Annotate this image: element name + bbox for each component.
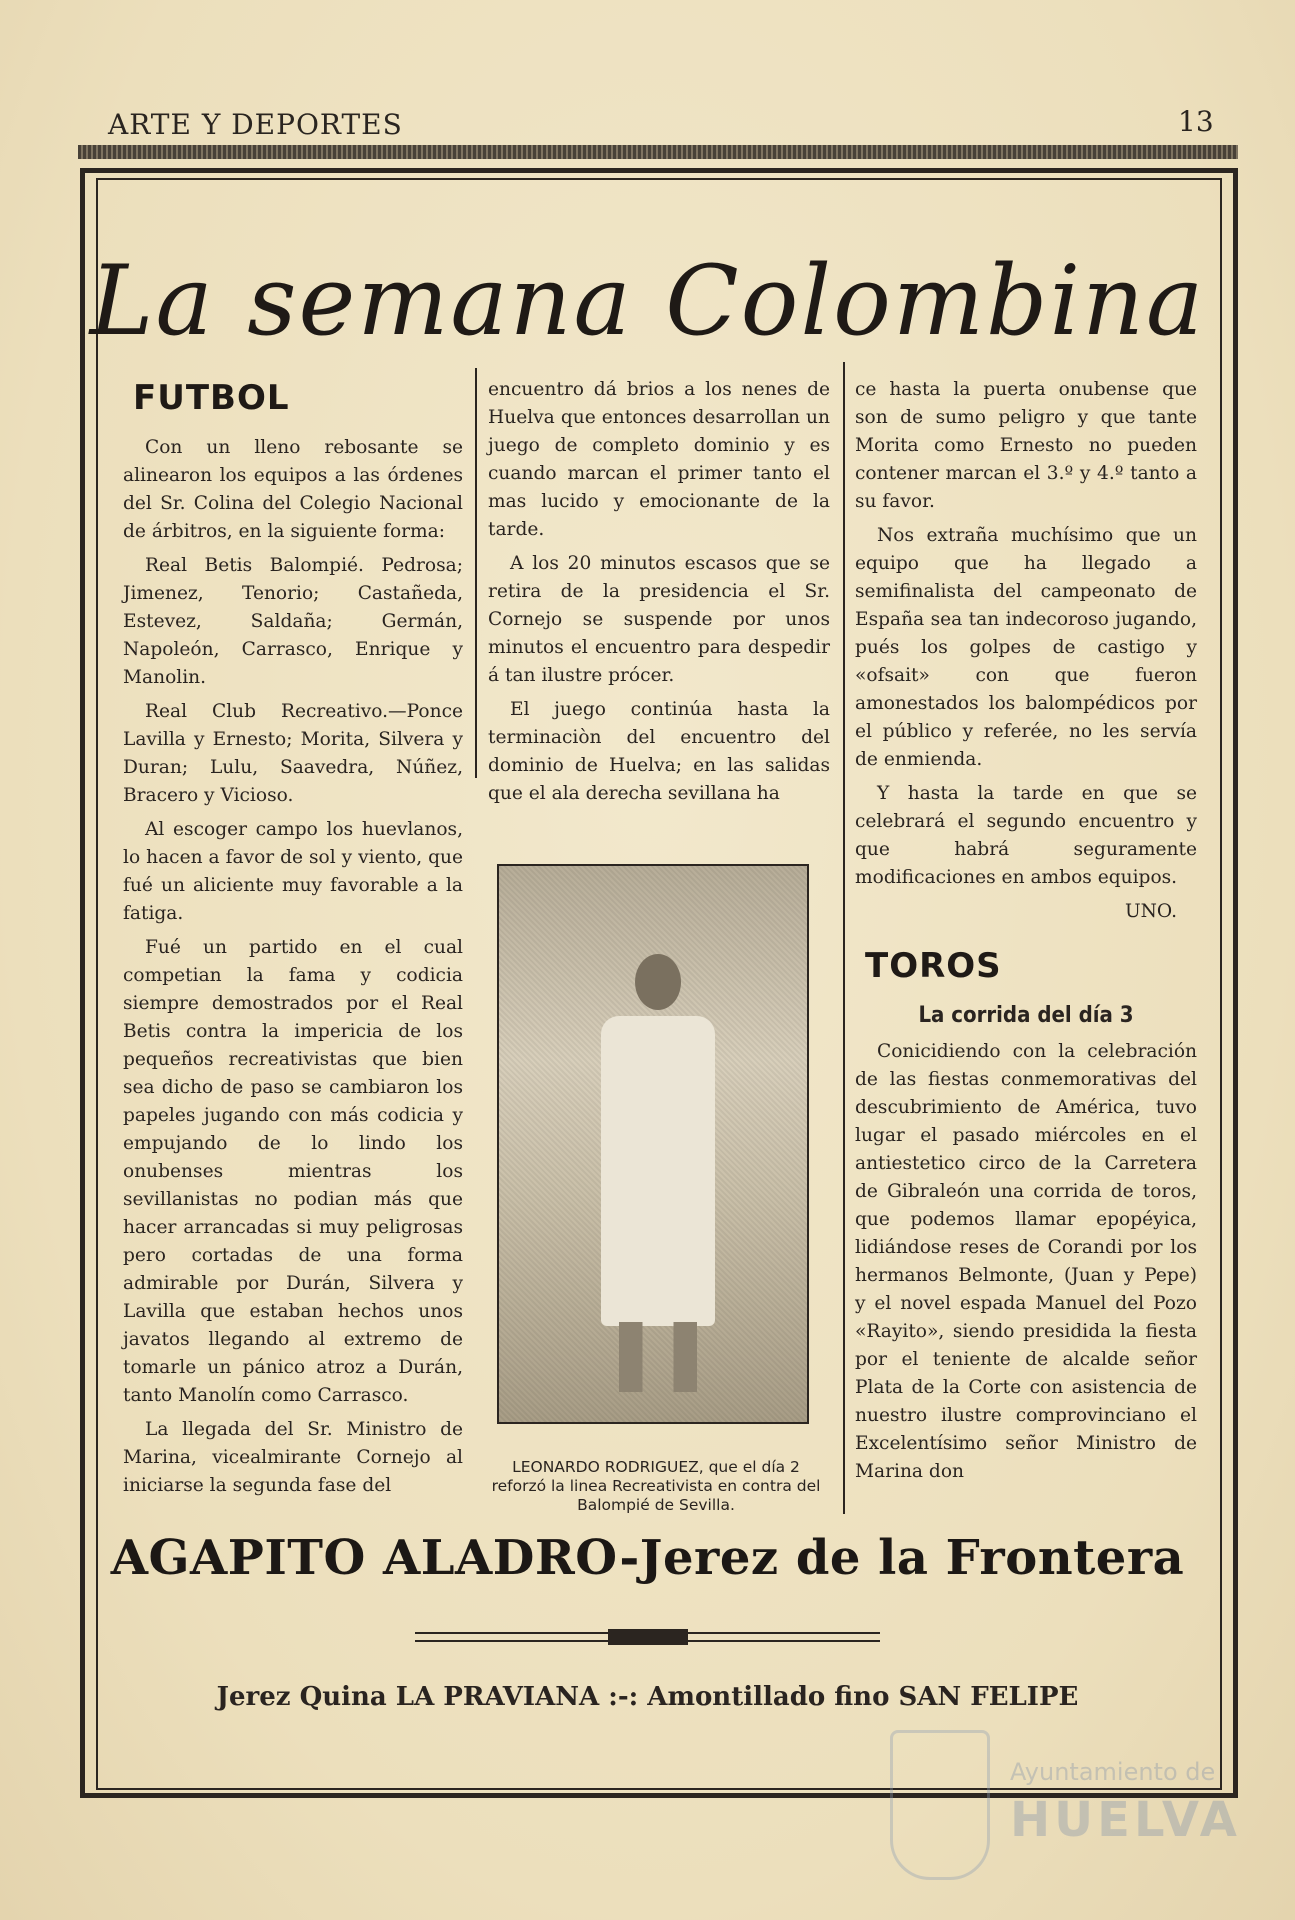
ornamental-rule [78, 145, 1238, 159]
paragraph: Real Betis Balompié. Pedrosa; Jimenez, Tenorio; Castañeda, Estevez, Saldaña; Germán, Napoleón, Carrasco, Enrique y Manolin. [123, 555, 463, 688]
paragraph: Y hasta la tarde en que se celebrará el segundo encuentro y que habrá seguramente modificaciones en ambos equipos. [855, 783, 1197, 888]
advert-rule-ornament [608, 1629, 688, 1645]
column-3 [855, 376, 1197, 1492]
watermark-line-1: Ayuntamiento de [1010, 1758, 1216, 1786]
article-title: La semana Colombina [89, 245, 1206, 357]
paragraph: ce hasta la puerta onubense que son de sumo peligro y que tante Morita como Ernesto no pueden contener marcan el 3.º y 4.º tanto a su favor. [855, 379, 1197, 512]
section-heading-futbol: FUTBOL [133, 378, 290, 418]
player-photo [497, 864, 809, 1424]
page-number: 13 [1178, 105, 1214, 138]
advert-tagline: Jerez Quina LA PRAVIANA :-: Amontillado fino SAN FELIPE [216, 1682, 1079, 1712]
paragraph: Al escoger campo los huevlanos, lo hacen a favor de sol y viento, que fué un aliciente muy favorable a la fatiga. [123, 819, 463, 924]
paragraph: Fué un partido en el cual competian la fama y codicia siempre demostrados por el Real Betis contra la impericia de los pequeños recreativistas que bien sea dicho de paso se cambiaron los papeles jugando con más codicia y empujando de lo lindo los onubenses mientras los sevillanistas no podian más que hacer arrancadas si muy peligrosas pero cortadas de una forma admirable por Durán, Silvera y Lavilla que estaban hechos unos javatos llegando al extremo de tomarle un pánico atroz a Durán, tanto Manolín como Carrasco. [123, 937, 463, 1406]
column-2 [488, 376, 830, 814]
column-divider [843, 362, 845, 1514]
column-divider [475, 368, 477, 778]
section-heading-toros: TOROS [865, 946, 1002, 986]
paragraph: encuentro dá brios a los nenes de Huelva que entonces desarrollan un juego de completo dominio y es cuando marcan el primer tanto el mas lucido y emocionante de la tarde. [488, 379, 830, 540]
paragraph: A los 20 minutos escasos que se retira de la presidencia el Sr. Cornejo se suspende por unos minutos el encuentro para despedir á tan ilustre prócer. [488, 553, 830, 686]
photo-figure-head [635, 954, 681, 1010]
watermark-line-2: HUELVA [1010, 1792, 1241, 1848]
crest-icon [890, 1730, 990, 1880]
column-1 [123, 372, 463, 1506]
running-head: ARTE Y DEPORTES [108, 108, 403, 141]
photo-caption: LEONARDO RODRIGUEZ, que el día 2 reforzó la linea Recreativista en contra del Balompié de Sevilla. [491, 1458, 821, 1514]
paragraph: Nos extraña muchísimo que un equipo que ha llegado a semifinalista del campeonato de España sea tan indecoroso jugando, pués los golpes de castigo y «ofsait» con que fueron amonestados los balompédicos por el público y referée, no les servía de enmienda. [855, 525, 1197, 770]
archive-watermark [890, 1720, 1240, 1910]
article-signature: UNO. [1124, 901, 1177, 922]
paragraph: Conicidiendo con la celebración de las fiestas conmemorativas del descubrimiento de América, tuvo lugar el pasado miércoles en el antiestetico circo de la Carretera de Gibraleón una corrida de toros, que podemos llamar epopéyica, lidiándose reses de Corandi por los hermanos Belmonte, (Juan y Pepe) y el novel espada Manuel del Pozo «Rayito», siendo presidida la fiesta por el teniente de alcalde señor Plata de la Corte con asistencia de nuestro ilustre comprovinciano el Excelentísimo señor Ministro de Marina don [855, 1041, 1197, 1482]
paragraph: Con un lleno rebosante se alinearon los equipos a las órdenes del Sr. Colina del Colegio Nacional de árbitros, en la siguiente forma: [123, 437, 463, 542]
paragraph: Real Club Recreativo.—Ponce Lavilla y Ernesto; Morita, Silvera y Duran; Lulu, Saavedra, Núñez, Bracero y Vicioso. [123, 701, 463, 806]
photo-figure-legs [619, 1322, 697, 1392]
advert-banner: AGAPITO ALADRO-Jerez de la Frontera [110, 1530, 1185, 1586]
section-subheading: La corrida del día 3 [918, 1003, 1134, 1028]
photo-figure-body [601, 1016, 715, 1326]
paragraph: El juego continúa hasta la terminaciòn del encuentro del dominio de Huelva; en las salidas que el ala derecha sevillana ha [488, 699, 830, 804]
paragraph: La llegada del Sr. Ministro de Marina, vicealmirante Cornejo al iniciarse la segunda fase del [123, 1419, 463, 1496]
